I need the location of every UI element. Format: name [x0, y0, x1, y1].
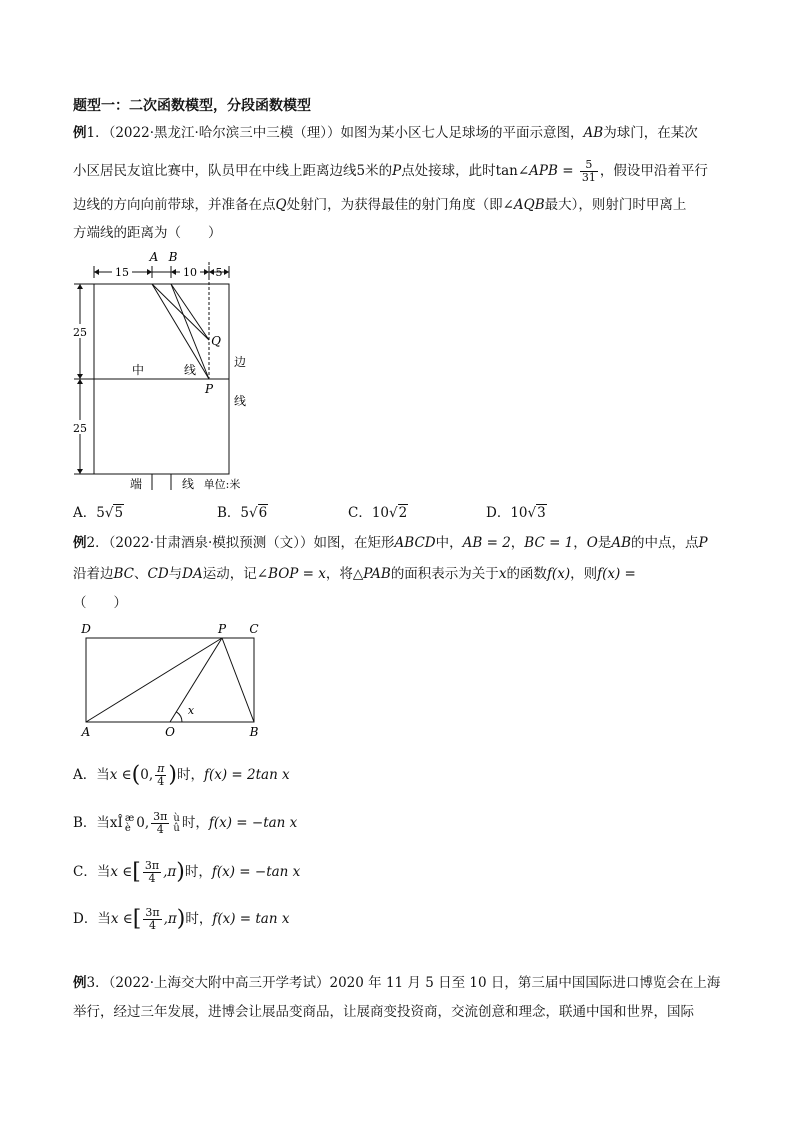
- ex2-line1: [73, 533, 708, 553]
- section-title: 题型一：二次函数模型，分段函数模型: [73, 98, 311, 114]
- option-text: 时，: [184, 864, 212, 880]
- ex3-source: （2022·上海交大附中高三开学考试）: [108, 975, 330, 991]
- point-p-label: P: [217, 622, 227, 636]
- option-text: 时，: [181, 815, 209, 831]
- ex1-text: 最大），则射门时甲离上: [544, 197, 687, 213]
- garble-glyph: ù: [173, 812, 180, 824]
- ex2-abcd: ABCD: [394, 535, 436, 551]
- frac-den: 4: [148, 872, 156, 885]
- side-label-1: 边: [233, 355, 247, 369]
- ex2-text: 、: [134, 566, 148, 582]
- ex1-text: 小区居民友谊比赛中，队员甲在中线上距离边线5米的: [73, 163, 393, 179]
- arrowhead: [77, 379, 83, 384]
- ex3-num: 3．: [86, 975, 109, 991]
- interval-fraction: [143, 860, 161, 885]
- option-coef: 5: [96, 505, 105, 521]
- point-p-label: P: [204, 382, 214, 396]
- ex2-o: O: [586, 535, 598, 551]
- frac-num: 3π: [153, 810, 168, 823]
- interval-fraction: [151, 811, 169, 836]
- ex2-text: 的面积表示为关于: [390, 566, 499, 582]
- arrowhead: [147, 269, 152, 275]
- option-cond: xÎ: [109, 815, 123, 831]
- ex2-text: ，将△: [325, 566, 364, 582]
- option-result: f(x) = 2tan x: [203, 767, 290, 783]
- end-line-label-1: 端: [129, 477, 143, 491]
- ex2-line2: [73, 564, 636, 584]
- interval-hi: ,π: [163, 864, 177, 880]
- frac-num: 3π: [145, 906, 160, 919]
- close-paren: ): [176, 906, 186, 932]
- option-letter: A．: [73, 505, 97, 521]
- point-c-label: C: [249, 622, 259, 636]
- option-text: 时，: [185, 911, 213, 927]
- interval-lo: 0,: [140, 767, 154, 783]
- option-result: f(x) = −tan x: [211, 864, 301, 880]
- center-line-label-2: 线: [183, 363, 197, 377]
- point-d-label: D: [81, 622, 91, 636]
- ex2-bc: BC: [113, 566, 135, 582]
- interval-lo: 0,: [136, 815, 150, 831]
- ex3-line2: 举行，经过三年发展，进博会让展品变商品，让展商变投资商，交流创意和理念，联通中国和世界，国际: [73, 1004, 694, 1020]
- ex2-option-a[interactable]: [73, 760, 290, 791]
- angle-x-label: x: [187, 704, 195, 717]
- ex2-text: 是: [597, 535, 612, 551]
- ex2-x: x: [498, 566, 507, 582]
- frac-num: 5: [580, 159, 598, 172]
- arrowhead: [224, 269, 229, 275]
- ex1-line2: [73, 159, 708, 184]
- option-text: A．当: [73, 767, 110, 783]
- garble-glyph: æ: [124, 812, 135, 824]
- frac-num: 3π: [144, 859, 160, 872]
- frac-den: 4: [156, 823, 164, 836]
- option-cond: x ∈: [109, 767, 132, 783]
- garbled-bracket-left: [125, 814, 134, 834]
- ex2-ab-eq: AB = 2: [462, 535, 511, 551]
- option-result: f(x) = −tan x: [208, 815, 298, 831]
- ex1-text: 边线的方向向前带球，并准备在点: [73, 197, 276, 213]
- ex1-num: 1．: [86, 125, 109, 141]
- arrowhead: [77, 374, 83, 379]
- ex1-fraction: [580, 159, 598, 184]
- unit-label: 单位:米: [203, 478, 241, 491]
- ex2-option-b[interactable]: [73, 808, 297, 838]
- ex1-option-c[interactable]: C．10√2: [348, 505, 408, 521]
- dim-25-top-label: 25: [73, 326, 87, 339]
- ex2-text: ，: [510, 535, 525, 551]
- arrowhead: [94, 269, 99, 275]
- arrowhead: [171, 269, 176, 275]
- center-line-label-1: 中: [131, 363, 145, 377]
- ex1-text: 点处接球，此时tan∠: [401, 163, 530, 179]
- ex2-pab: PAB: [363, 566, 391, 582]
- open-bracket: [: [132, 859, 141, 885]
- line-op: [170, 638, 222, 722]
- ex2-text: 运动，记∠: [202, 566, 269, 582]
- ex1-text: 如图为某小区七人足球场的平面示意图，: [340, 125, 584, 141]
- open-paren: (: [131, 762, 141, 788]
- ex2-p: P: [698, 535, 708, 551]
- ex2-bc-eq: BC = 1: [524, 535, 574, 551]
- ex2-text: 的中点，点: [631, 535, 699, 551]
- ex2-rectangle-figure: [72, 620, 272, 740]
- ex2-cd: CD: [147, 566, 169, 582]
- option-letter: B．: [217, 505, 241, 521]
- point-b-label: B: [249, 725, 259, 739]
- ex2-text: 与: [168, 566, 183, 582]
- point-a-label: A: [81, 725, 91, 739]
- option-coef: 5: [240, 505, 250, 521]
- dim-5-label: 5: [215, 266, 223, 279]
- frac-den: 4: [157, 775, 165, 788]
- ex2-text: 的函数: [506, 566, 547, 582]
- ex3-label: 例: [73, 975, 87, 991]
- arrowhead: [77, 469, 83, 474]
- ex2-line3: （ ）: [73, 595, 127, 611]
- option-radicand: 5: [114, 505, 124, 521]
- close-paren: ): [168, 762, 177, 788]
- ex2-source: （2022·甘肃酒泉·模拟预测（文））: [108, 535, 314, 551]
- ex1-option-d[interactable]: D．10√3: [486, 505, 546, 521]
- ex2-text: ，则: [570, 566, 598, 582]
- ex1-source: （2022·黑龙江·哈尔滨三中三模（理））: [108, 125, 341, 141]
- arrowhead: [77, 284, 83, 289]
- ex3-line1: [73, 973, 720, 993]
- ex2-bop: BOP = x: [268, 566, 326, 582]
- option-cond: x ∈: [110, 864, 133, 880]
- option-coef: 10: [371, 505, 390, 521]
- ex2-fx2: f(x) =: [597, 566, 636, 582]
- frac-den: 31: [581, 171, 596, 184]
- garble-glyph: è: [124, 822, 131, 834]
- ex1-line1: [73, 123, 698, 143]
- ex2-num: 2．: [86, 535, 109, 551]
- option-text: B．当: [73, 815, 110, 831]
- side-label-2: 线: [233, 394, 247, 408]
- ex1-option-b[interactable]: B．5√6: [217, 505, 268, 521]
- point-b-label: B: [168, 250, 178, 264]
- ex2-label: 例: [73, 535, 87, 551]
- ex2-option-d[interactable]: [73, 904, 289, 935]
- ex1-field-figure: [70, 248, 260, 498]
- ex2-ab: AB: [611, 535, 632, 551]
- point-q-label: Q: [211, 334, 221, 348]
- garble-glyph: û: [173, 822, 180, 834]
- ex1-eq: =: [557, 163, 578, 179]
- option-letter: C．: [348, 505, 372, 521]
- end-line-label-2: 线: [181, 477, 195, 491]
- dim-15-label: 15: [115, 266, 129, 279]
- option-radicand: 2: [398, 505, 408, 521]
- ex1-line3: [73, 195, 686, 215]
- interval-fraction: [155, 763, 166, 788]
- option-radicand: 6: [258, 505, 268, 521]
- line-ap: [86, 638, 222, 722]
- close-paren: ): [176, 859, 185, 885]
- option-text: 时，: [176, 767, 204, 783]
- arrowhead: [209, 269, 214, 275]
- ex1-text: 处射门，为获得最佳的射门角度（即∠: [286, 197, 514, 213]
- ex1-ab: AB: [583, 125, 604, 141]
- option-text: C．当: [73, 864, 111, 880]
- ex1-label: 例: [73, 125, 87, 141]
- ex1-apb: APB: [529, 163, 558, 179]
- dim-25-bottom-label: 25: [73, 422, 87, 435]
- ex3-text: 2020 年 11 月 5 日至 10 日，第三届中国国际进口博览会在上海: [329, 975, 721, 991]
- interval-hi: ,π: [163, 911, 177, 927]
- option-text: D．当: [73, 911, 111, 927]
- ex2-text: 中，: [435, 535, 463, 551]
- garbled-bracket-right: [173, 814, 179, 834]
- ex2-fx: f(x): [546, 566, 571, 582]
- option-cond: x ∈: [110, 911, 133, 927]
- point-a-label: A: [149, 250, 159, 264]
- interval-fraction: [143, 907, 161, 932]
- ex2-text: 沿着边: [73, 566, 114, 582]
- ex2-text: ，: [573, 535, 587, 551]
- arrowhead: [204, 269, 209, 275]
- ex1-text: 为球门，在某次: [603, 125, 698, 141]
- ex1-p: P: [392, 163, 402, 179]
- angle-arc: [176, 712, 182, 722]
- frac-den: 4: [148, 919, 156, 932]
- ex1-text: ，假设甲沿着平行: [599, 163, 708, 179]
- point-o-label: O: [165, 725, 175, 739]
- ex1-aqb: AQB: [513, 197, 545, 213]
- open-bracket: [: [132, 906, 142, 932]
- frac-num: π: [157, 762, 165, 775]
- dim-10-label: 10: [183, 266, 197, 279]
- ex1-option-a[interactable]: A．5√5: [73, 505, 124, 521]
- option-radicand: 3: [537, 505, 546, 521]
- option-result: f(x) = tan x: [212, 911, 290, 927]
- ex2-text: 如图，在矩形: [313, 535, 395, 551]
- ex1-line4: 方端线的距离为（ ）: [73, 225, 222, 241]
- option-letter: D．: [486, 505, 511, 521]
- option-coef: 10: [510, 505, 528, 521]
- line-bp: [222, 638, 254, 722]
- ex1-q: Q: [275, 197, 287, 213]
- ex2-option-c[interactable]: [73, 857, 300, 888]
- rectangle-abcd: [86, 638, 254, 722]
- ex2-da: DA: [182, 566, 203, 582]
